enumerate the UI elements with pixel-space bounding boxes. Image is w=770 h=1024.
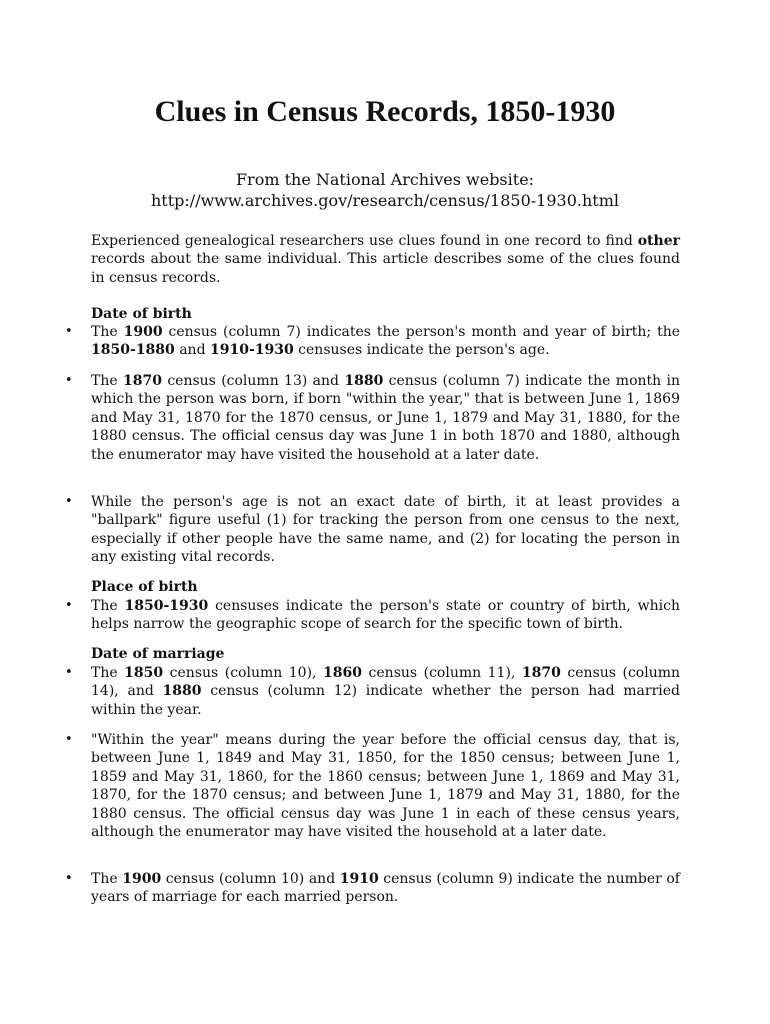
section-heading-place-of-birth: Place of birth [91,579,198,595]
list-item [91,731,680,841]
text-run: The [91,598,125,614]
emphasis-text: 1870 [123,373,162,389]
text-run: The [91,871,123,887]
list-item [91,323,680,360]
emphasis-text: 1910-1930 [209,342,294,359]
text-run: census (column 13) and [161,373,345,389]
section-heading-date-of-birth: Date of birth [91,306,192,322]
list-item [91,493,680,567]
emphasis-text: 1850-1930 [124,598,209,614]
text-run: census (column 10), [163,665,324,681]
text-run: census (column 7) indicate the month in which the person was born, if born "within the year," that is between June 1, 1869 and May 31, 1870 for the 1870 census, or June 1, 1879 and May 31, 1880, for the 1880 census. The official census day was June 1 in both 1870 and 1880, although the enumerator may have visited the household at a later date. [91,373,680,463]
document-title: Clues in Census Records, 1850-1930 [154,95,616,128]
text-run: The [91,373,123,389]
text-run: records about the same individual. This article describes some of the clues found in census records. [91,251,680,286]
source-attribution [0,169,770,211]
list-item [91,870,680,907]
list-item [91,597,680,634]
emphasis-text: 1880 [344,373,384,389]
text-run: census (column 12) indicate whether the person had married within the year. [91,683,681,718]
emphasis-text: 1900 [123,324,163,340]
emphasis-text: 1870 [521,665,561,681]
text-run: Experienced genealogical researchers use clues found in one record to find [91,233,638,249]
emphasis-text: 1860 [323,665,363,681]
intro-paragraph [91,232,680,287]
emphasis-text: other [637,233,680,249]
text-run: census (column 11), [362,665,522,681]
text-run: censuses indicate the person's state or country of birth, which helps narrow the geographic scope of search for the specific town of birth. [91,598,681,633]
emphasis-text: 1910 [339,871,379,887]
text-run: census (column 10) and [161,871,340,887]
emphasis-text: 1850-1880 [91,342,175,359]
text-run: and [174,342,210,359]
source-label: From the National Archives website: [235,170,535,189]
text-run: censuses indicate the person's age. [293,342,550,359]
list-item [91,372,680,464]
emphasis-text: 1900 [122,871,162,887]
text-run: "Within the year" means during the year before the official census day, that is, between June 1, 1849 and May 31, 1850, for the 1850 census; between June 1, 1859 and May 31, 1860, for the 1860 census; between June 1, 1869 and May 31, 1870, for the 1870 census; and between June 1, 1879 and May 31, 1880, for the 1880 census. The official census day was June 1 in each of these census years, although the enumerator may have visited the household at a later date. [91,732,680,841]
text-run: census (column 14), and [91,665,680,700]
list-item [91,664,680,719]
emphasis-text: 1880 [162,683,202,700]
source-url: http://www.archives.gov/research/census/1850-1930.html [151,191,619,210]
section-heading-date-of-marriage: Date of marriage [91,646,225,662]
text-run: census (column 7) indicates the person's month and year of birth; the [162,324,681,340]
text-run: The [91,665,125,681]
text-run: The [91,324,124,340]
emphasis-text: 1850 [124,665,164,681]
text-run: While the person's age is not an exact date of birth, it at least provides a "ballpark" figure useful (1) for tracking the person from one census to the next, especially if other people have the same name, and (2) for locating the person in any existing vital records. [91,494,680,566]
text-run: census (column 9) indicate the number of years of marriage for each married person. [91,871,680,906]
